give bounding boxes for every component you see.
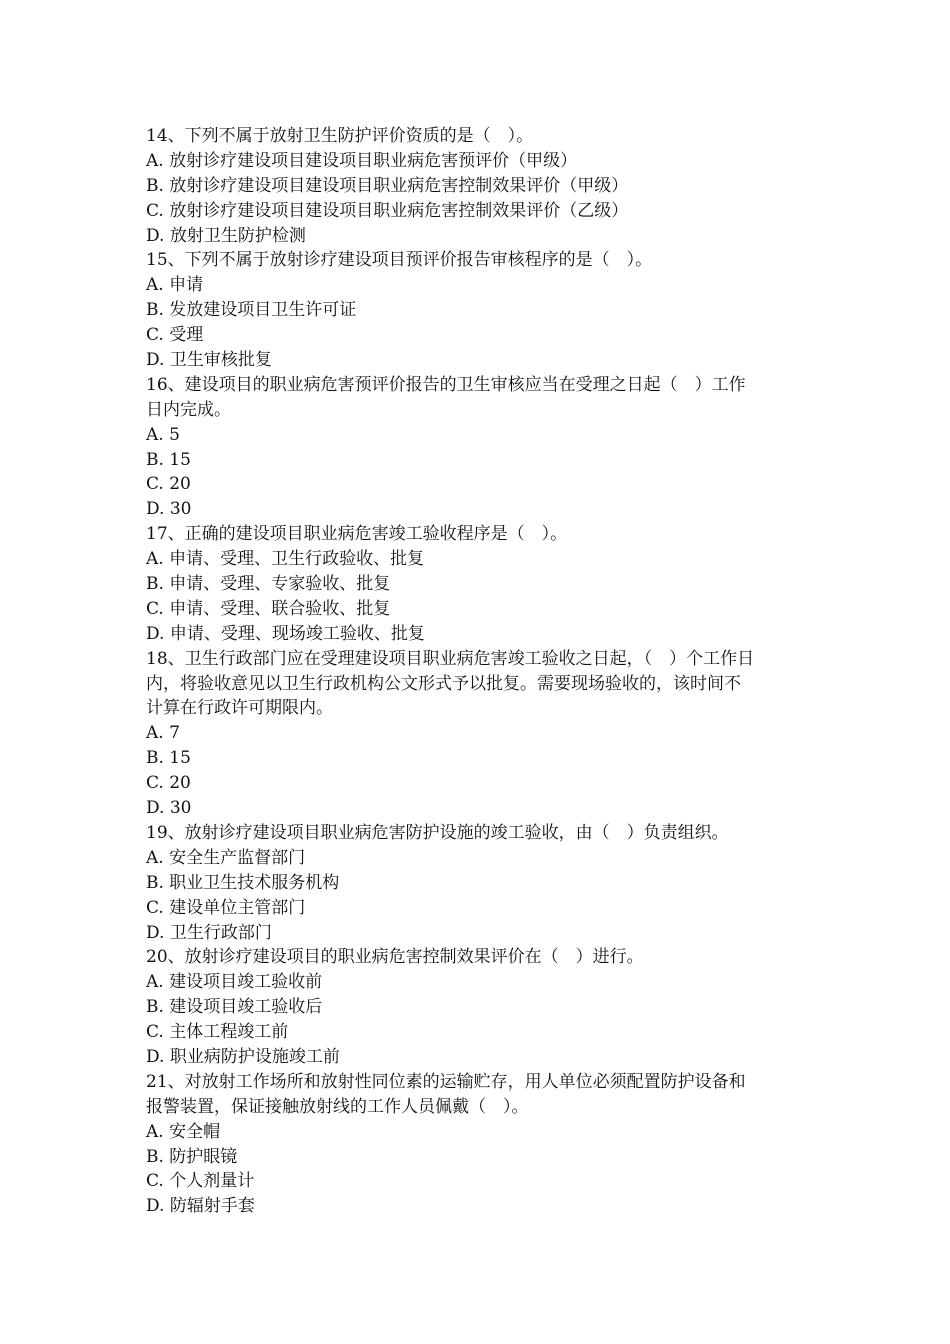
option-b: B. 15 bbox=[146, 449, 191, 470]
question-21 bbox=[146, 1070, 810, 1219]
option-c: C. 受理 bbox=[146, 325, 204, 346]
option-d: D. 申请、受理、现场竣工验收、批复 bbox=[146, 623, 425, 644]
question-text: 19、放射诊疗建设项目职业病危害防护设施的竣工验收，由（ ）负责组织。 bbox=[146, 822, 729, 843]
option-b: B. 发放建设项目卫生许可证 bbox=[146, 300, 357, 321]
option-a: A. 申请、受理、卫生行政验收、批复 bbox=[146, 549, 425, 570]
option-d: D. 30 bbox=[146, 499, 192, 520]
question-18 bbox=[146, 647, 810, 821]
question-text: 16、建设项目的职业病危害预评价报告的卫生审核应当在受理之日起（ ）工作 bbox=[146, 374, 746, 395]
question-15 bbox=[146, 248, 810, 372]
option-d: D. 放射卫生防护检测 bbox=[146, 225, 306, 246]
option-b: B. 15 bbox=[146, 748, 191, 769]
option-a: A. 5 bbox=[146, 424, 180, 445]
question-text: 报警装置，保证接触放射线的工作人员佩戴（ ）。 bbox=[146, 1096, 529, 1117]
option-d: D. 职业病防护设施竣工前 bbox=[146, 1046, 340, 1067]
option-a: A. 安全生产监督部门 bbox=[146, 847, 306, 868]
question-text: 21、对放射工作场所和放射性同位素的运输贮存，用人单位必须配置防护设备和 bbox=[146, 1071, 746, 1092]
question-19 bbox=[146, 821, 810, 945]
option-b: B. 放射诊疗建设项目建设项目职业病危害控制效果评价（甲级） bbox=[146, 175, 629, 196]
option-a: A. 放射诊疗建设项目建设项目职业病危害预评价（甲级） bbox=[146, 150, 578, 171]
option-b: B. 申请、受理、专家验收、批复 bbox=[146, 574, 391, 595]
option-d: D. 防辐射手套 bbox=[146, 1196, 255, 1217]
question-text: 17、正确的建设项目职业病危害竣工验收程序是（ ）。 bbox=[146, 524, 568, 545]
option-c: C. 建设单位主管部门 bbox=[146, 897, 306, 918]
question-text: 20、放射诊疗建设项目的职业病危害控制效果评价在（ ）进行。 bbox=[146, 947, 644, 968]
option-b: B. 职业卫生技术服务机构 bbox=[146, 872, 340, 893]
option-c: C. 主体工程竣工前 bbox=[146, 1022, 289, 1043]
option-c: C. 20 bbox=[146, 773, 191, 794]
question-text: 18、卫生行政部门应在受理建设项目职业病危害竣工验收之日起，（ ）个工作日 bbox=[146, 648, 755, 669]
option-b: B. 防护眼镜 bbox=[146, 1146, 238, 1167]
question-text: 内，将验收意见以卫生行政机构公文形式予以批复。需要现场验收的，该时间不 bbox=[146, 673, 741, 694]
option-d: D. 卫生审核批复 bbox=[146, 350, 272, 371]
option-c: C. 20 bbox=[146, 474, 191, 495]
question-14 bbox=[146, 124, 810, 248]
option-c: C. 申请、受理、联合验收、批复 bbox=[146, 598, 391, 619]
option-d: D. 卫生行政部门 bbox=[146, 922, 272, 943]
option-d: D. 30 bbox=[146, 798, 192, 819]
question-16 bbox=[146, 373, 810, 522]
question-text: 日内完成。 bbox=[146, 399, 231, 420]
question-text: 15、下列不属于放射诊疗建设项目预评价报告审核程序的是（ ）。 bbox=[146, 250, 653, 271]
question-text: 14、下列不属于放射卫生防护评价资质的是（ ）。 bbox=[146, 126, 534, 146]
option-a: A. 申请 bbox=[146, 275, 204, 296]
option-c: C. 放射诊疗建设项目建设项目职业病危害控制效果评价（乙级） bbox=[146, 200, 629, 221]
question-17 bbox=[146, 522, 810, 646]
option-b: B. 建设项目竣工验收后 bbox=[146, 997, 323, 1018]
document-page bbox=[146, 124, 810, 1219]
option-c: C. 个人剂量计 bbox=[146, 1171, 255, 1192]
question-text: 计算在行政许可期限内。 bbox=[146, 698, 333, 719]
question-20 bbox=[146, 945, 810, 1069]
option-a: A. 建设项目竣工验收前 bbox=[146, 972, 323, 993]
option-a: A. 7 bbox=[146, 723, 180, 744]
option-a: A. 安全帽 bbox=[146, 1121, 221, 1142]
